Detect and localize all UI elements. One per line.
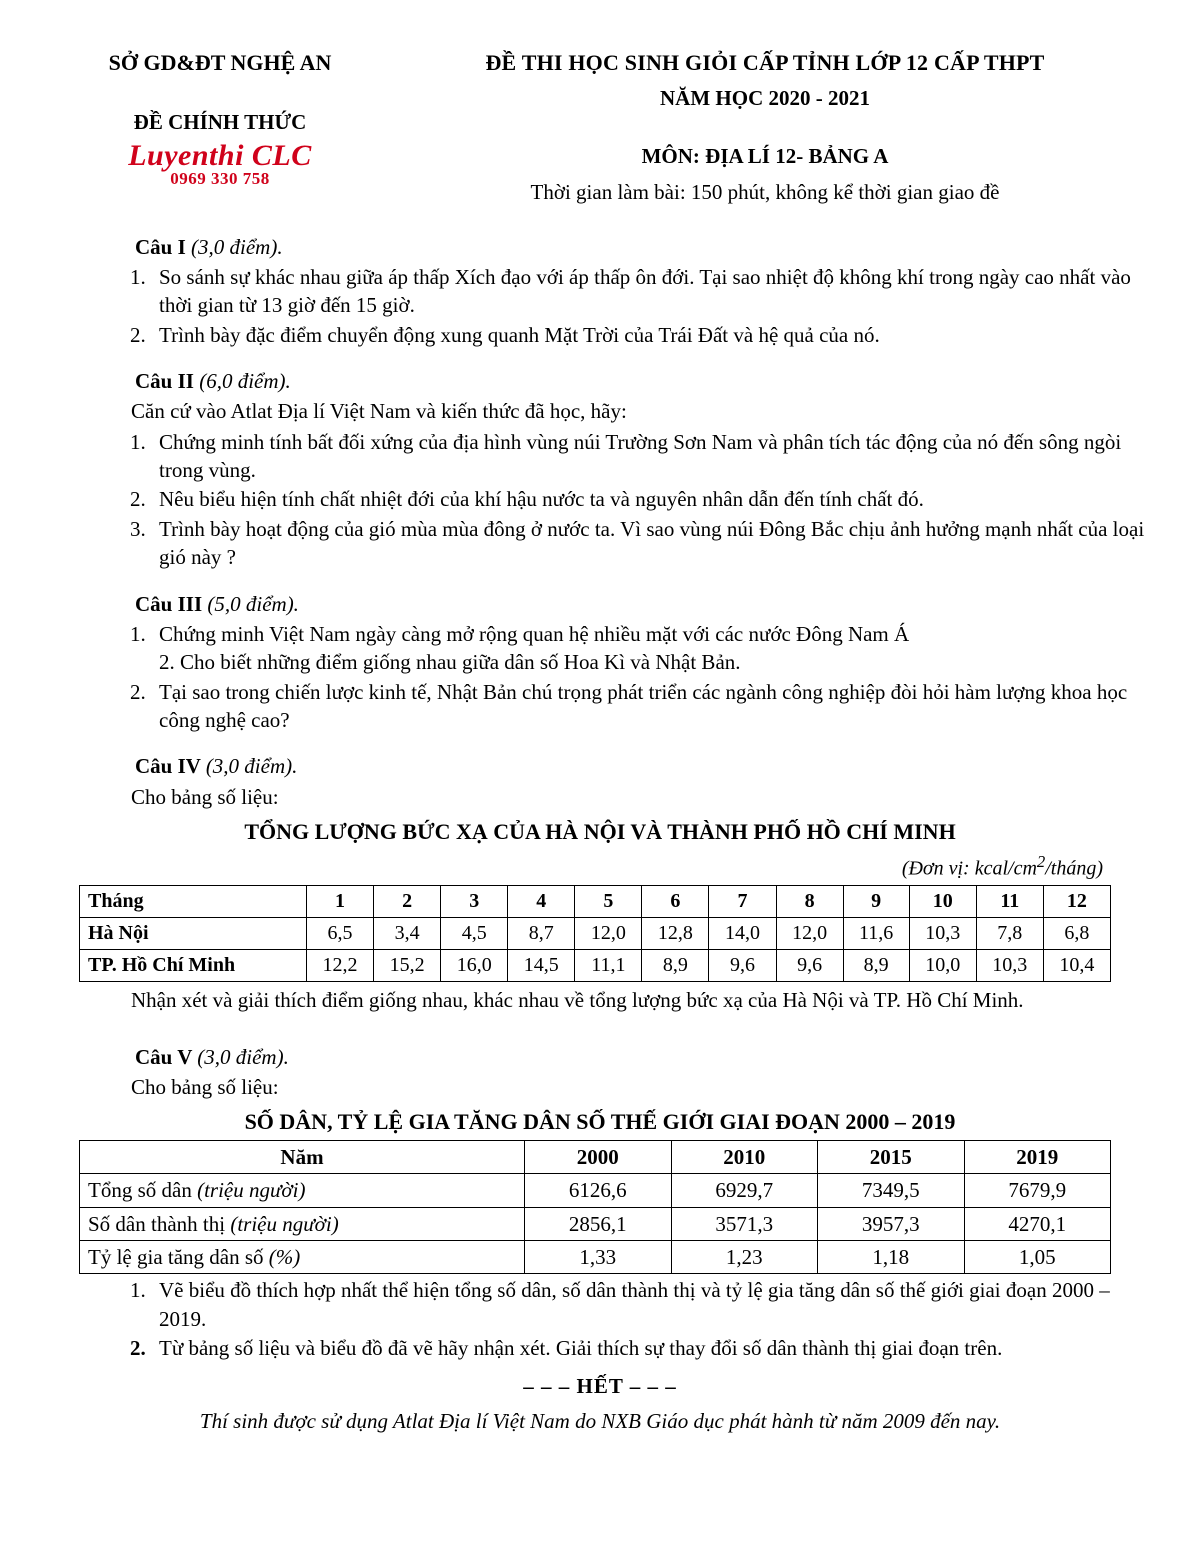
question-2-points: (6,0 điểm). [199,369,291,394]
table-header-cell: Tháng [80,886,307,918]
question-1-label: Câu I [135,234,186,259]
table-header-cell: Năm [80,1140,525,1173]
question-1 [55,233,1145,261]
row-label-unit: (triệu người) [230,1211,339,1236]
question-4-lead: Cho bảng số liệu: [131,784,279,809]
table-cell: 2856,1 [525,1207,672,1240]
list-item: 1. So sánh sự khác nhau giữa áp thấp Xích đạo với áp thấp ôn đới. Tại sao nhiệt độ không khí trong ngày cao nhất vào thời gian từ 13 giờ đến 15 giờ. [151,263,1145,320]
question-4-points: (3,0 điểm). [205,754,298,779]
watermark-stamp [55,140,385,187]
question-1-points: (3,0 điểm). [191,234,283,259]
question-5-items [55,1276,1145,1362]
table-cell: 9,6 [709,950,776,982]
table-cell: 15,2 [374,950,441,982]
question-1-items [55,263,1145,349]
table-cell: 6,5 [307,918,374,950]
table-cell: 3957,3 [818,1207,965,1240]
table-cell: 10,4 [1043,950,1110,982]
radiation-table-title: TỔNG LƯỢNG BỨC XẠ CỦA HÀ NỘI VÀ THÀNH PHỐ HỒ CHÍ MINH [244,818,956,844]
stamp-phone-text: 0969 330 758 [170,168,270,188]
question-3-inline-extra: 2. Cho biết những điểm giống nhau giữa dân số Hoa Kì và Nhật Bản. [159,650,741,675]
list-item: 2. Trình bày đặc điểm chuyển động xung quanh Mặt Trời của Trái Đất và hệ quả của nó. [151,321,1145,349]
duration-line: Thời gian làm bài: 150 phút, không kể thời gian giao đề [530,180,1000,205]
table-cell: 4,5 [441,918,508,950]
question-1-heading [135,233,1145,261]
table-cell: 11,6 [843,918,909,950]
table-cell: 4270,1 [964,1207,1111,1240]
question-4-label: Câu IV [135,754,201,779]
question-5-lead: Cho bảng số liệu: [131,1074,279,1099]
table-cell: 16,0 [441,950,508,982]
list-item: 1. Chứng minh tính bất đối xứng của địa hình vùng núi Trường Sơn Nam và phân tích tác động của nó đến sông ngòi trong vùng. [151,428,1145,485]
population-table [79,1140,1111,1274]
row-label-text: Số dân thành thị [88,1211,231,1236]
question-2-lead: Căn cứ vào Atlat Địa lí Việt Nam và kiến thức đã học, hãy: [131,399,627,424]
exam-content [55,233,1145,1435]
end-marker: – – – HẾT – – – [523,1374,677,1399]
table-cell: 10,0 [909,950,976,982]
row-label-text: Tổng số dân [88,1178,198,1203]
list-item-text: Từ bảng số liệu và biểu đồ đã vẽ hãy nhận xét. Giải thích sự thay đổi số dân thành thị giai đoạn trên. [159,1336,1003,1361]
table-cell: 3,4 [374,918,441,950]
question-2 [55,367,1145,395]
official-exam-label: ĐỀ CHÍNH THỨC [133,109,307,134]
table-header-cell: 7 [709,886,776,918]
question-5-heading [135,1043,1145,1071]
question-5-label: Câu V [135,1044,193,1069]
table-header-cell: 2015 [818,1140,965,1173]
table-cell: 14,5 [508,950,575,982]
question-3-label: Câu III [135,591,203,616]
list-item: 3. Trình bày hoạt động của gió mùa mùa đông ở nước ta. Vì sao vùng núi Đông Bắc chịu ảnh hưởng mạnh nhất của loại gió này ? [151,515,1145,572]
table-cell: 10,3 [909,918,976,950]
table-cell: 6,8 [1043,918,1110,950]
table-header-cell: 11 [976,886,1043,918]
table-header-cell: 3 [441,886,508,918]
table-header-cell: 2019 [964,1140,1111,1173]
question-3-items [55,620,1145,734]
table-cell: 9,6 [776,950,843,982]
question-2-label: Câu II [135,369,194,394]
question-2-items [55,428,1145,572]
table-header-cell: 2000 [525,1140,672,1173]
table-row [80,918,1111,950]
table-cell: 8,9 [843,950,909,982]
table-cell: 7679,9 [964,1174,1111,1207]
table-cell: 10,3 [976,950,1043,982]
row-label-unit: (triệu người) [197,1178,306,1203]
table-cell: 11,1 [575,950,642,982]
table-header-cell: 4 [508,886,575,918]
table-cell: 1,05 [964,1241,1111,1274]
table-cell: 7,8 [976,918,1043,950]
table-row [80,1174,1111,1207]
table-cell: 1,33 [525,1241,672,1274]
list-item: 2. Nêu biểu hiện tính chất nhiệt đới của khí hậu nước ta và nguyên nhân dẫn đến tính chất đó. [151,485,1145,513]
table-row-label: Hà Nội [80,918,307,950]
table-cell: 1,18 [818,1241,965,1274]
row-label-text: Tỷ lệ gia tăng dân số [88,1245,269,1269]
question-2-heading [135,367,1145,395]
table-cell: 12,2 [307,950,374,982]
table-cell: 6929,7 [671,1174,818,1207]
radiation-table-unit: (Đơn vị: kcal/$cm^2/tháng$) [901,851,1103,880]
table-header-cell: 5 [575,886,642,918]
table-row-label: TP. Hồ Chí Minh [80,950,307,982]
question-5-points: (3,0 điểm). [197,1044,289,1069]
table-row [80,1207,1111,1240]
subject-line: MÔN: ĐỊA LÍ 12- BẢNG A [641,144,889,169]
question-4-note: Nhận xét và giải thích điểm giống nhau, khác nhau về tổng lượng bức xạ của Hà Nội và TP. Hồ Chí Minh. [131,988,1024,1013]
table-header-cell: 2010 [671,1140,818,1173]
table-cell: 3571,3 [671,1207,818,1240]
header-left-block [55,38,385,187]
table-row [80,1241,1111,1274]
table-cell: 7349,5 [818,1174,965,1207]
table-cell: 8,9 [642,950,709,982]
table-row [80,950,1111,982]
list-item-text: Chứng minh Việt Nam ngày càng mở rộng quan hệ nhiều mặt với các nước Đông Nam Á [159,621,910,646]
stamp-brand-text: Luyenthi CLC [128,139,312,173]
list-item: 2. Tại sao trong chiến lược kinh tế, Nhật Bản chú trọng phát triển các ngành công nghiệp đòi hỏi hàm lượng khoa học công nghệ cao? [151,678,1145,735]
question-3-points: (5,0 điểm). [207,591,299,616]
list-item: 1. Vẽ biểu đồ thích hợp nhất thể hiện tổng số dân, số dân thành thị và tỷ lệ gia tăng dân số thế giới giai đoạn 2000 – 2019. [151,1276,1145,1333]
table-cell: 6126,6 [525,1174,672,1207]
table-row-label [80,1241,525,1274]
table-header-cell: 10 [909,886,976,918]
table-header-cell: 6 [642,886,709,918]
document-header [55,38,1145,207]
table-cell: 12,0 [575,918,642,950]
table-row-label [80,1174,525,1207]
population-table-title: SỐ DÂN, TỶ LỆ GIA TĂNG DÂN SỐ THẾ GIỚI GIAI ĐOẠN 2000 – 2019 [244,1109,956,1135]
question-3-heading [135,590,1145,618]
list-item [151,1334,1145,1362]
table-row-label [80,1207,525,1240]
department-name: SỞ GD&ĐT NGHỆ AN [108,50,332,75]
table-header-cell: 12 [1043,886,1110,918]
list-item [151,620,1145,677]
table-cell: 8,7 [508,918,575,950]
table-header-cell: 9 [843,886,909,918]
exam-title-line2: NĂM HỌC 2020 - 2021 [660,85,870,110]
question-3 [55,590,1145,618]
question-4-heading [135,752,1145,780]
table-cell: 1,23 [671,1241,818,1274]
question-4 [55,752,1145,780]
exam-title-line1: ĐỀ THI HỌC SINH GIỎI CẤP TỈNH LỚP 12 CẤP THPT [485,50,1045,75]
table-cell: 12,8 [642,918,709,950]
header-right-block [385,38,1145,207]
table-cell: 14,0 [709,918,776,950]
table-header-row [80,886,1111,918]
table-header-cell: 8 [776,886,843,918]
question-5 [55,1043,1145,1071]
footer-note: Thí sinh được sử dụng Atlat Địa lí Việt Nam do NXB Giáo dục phát hành từ năm 2009 đến nay. [199,1408,1001,1433]
table-header-row [80,1140,1111,1173]
table-header-cell: 1 [307,886,374,918]
table-cell: 12,0 [776,918,843,950]
table-header-cell: 2 [374,886,441,918]
radiation-table [79,885,1111,982]
row-label-unit: (%) [268,1245,301,1269]
